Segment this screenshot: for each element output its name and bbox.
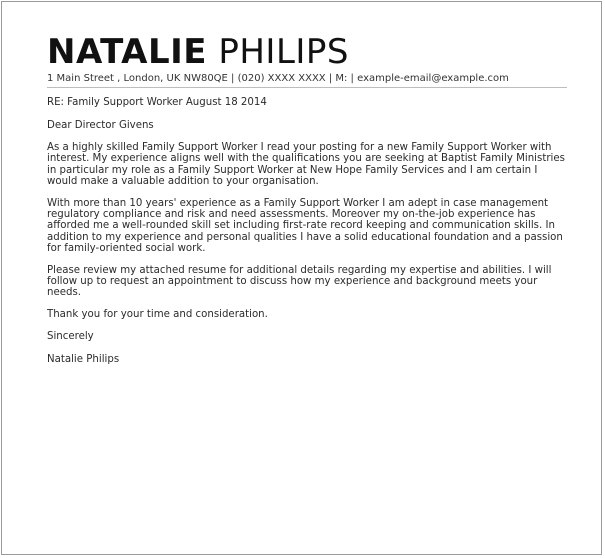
body-paragraph-3: Please review my attached resume for additional details regarding my expertise and abilities. I will follow up to request an appointment to discuss how my experience and background meets your needs.: [47, 264, 552, 299]
body-paragraph-1: As a highly skilled Family Support Worker I read your posting for a new Family Support Worker with interest. My experience aligns well with the qualifications you are seeking at Baptist Family Ministries in particular my role as a Family Support Worker at New Hope Family Services and I am certain I would make a valuable addition to your organisation.: [47, 142, 565, 188]
letter-page: [1, 1, 602, 555]
salutation: Dear Director Givens: [47, 120, 154, 131]
header-divider: [47, 87, 567, 88]
sender-last-name: PHILIPS: [218, 32, 350, 72]
letter-content: [47, 32, 567, 366]
signature-name: Natalie Philips: [47, 354, 120, 366]
sender-first-name: NATALIE: [47, 32, 208, 72]
sender-name: [47, 32, 567, 72]
subject-line: RE: Family Support Worker August 18 2014: [47, 97, 267, 108]
closing: Sincerely: [47, 331, 94, 343]
body-paragraph-2: With more than 10 years' experience as a Family Support Worker I am adept in case management regulatory compliance and risk and need assessments. Moreover my on-the-job experience has afforded me a well-rounded skill set including first-rate record keeping and communication skills. In addition to my experience and personal qualities I have a solid educational foundation and a passion for family-oriented social work.: [47, 197, 563, 255]
body-paragraph-4: Thank you for your time and consideration.: [47, 308, 268, 320]
contact-line: 1 Main Street , London, UK NW80QE | (020) XXXX XXXX | M: | example-email@example.com: [47, 73, 509, 84]
